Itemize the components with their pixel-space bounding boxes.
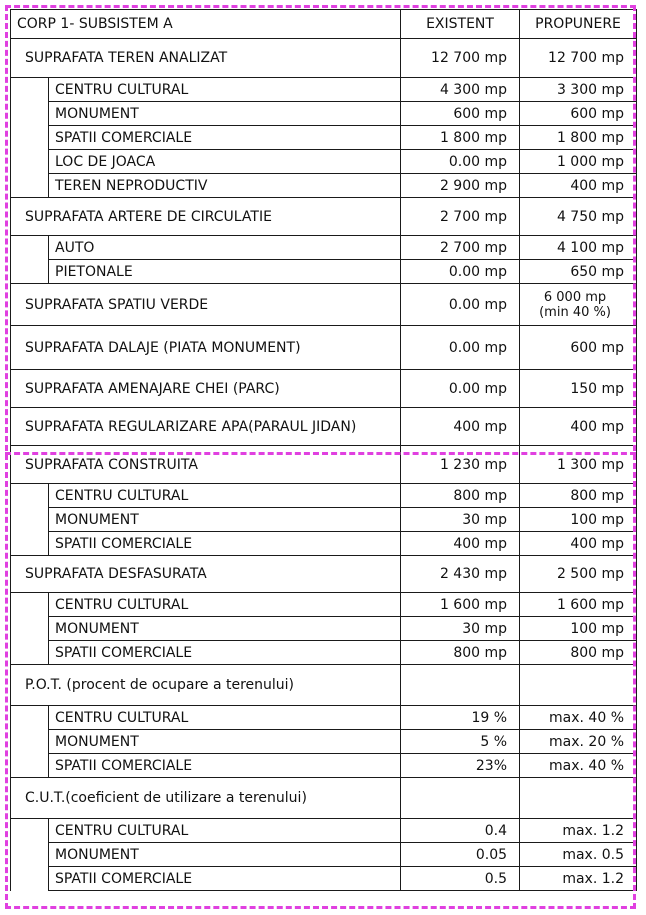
item-propunere: max. 1.2	[520, 819, 637, 843]
item-existent: 0.5	[401, 867, 520, 891]
item-propunere: 400 mp	[520, 174, 637, 198]
section-existent	[401, 665, 520, 706]
section-existent: 2 430 mp	[401, 556, 520, 593]
section-existent: 0.00 mp	[401, 326, 520, 370]
item-existent: 0.00 mp	[401, 260, 520, 284]
item-row	[11, 819, 637, 843]
section-existent: 2 700 mp	[401, 198, 520, 236]
item-propunere: max. 40 %	[520, 754, 637, 778]
item-row	[11, 532, 637, 556]
item-existent: 2 900 mp	[401, 174, 520, 198]
section-row	[11, 39, 637, 78]
item-label: MONUMENT	[49, 508, 401, 532]
item-row	[11, 867, 637, 891]
section-label: P.O.T. (procent de ocupare a terenului)	[11, 665, 401, 706]
item-label: MONUMENT	[49, 843, 401, 867]
item-existent: 5 %	[401, 730, 520, 754]
item-existent: 4 300 mp	[401, 78, 520, 102]
section-row	[11, 198, 637, 236]
item-label: SPATII COMERCIALE	[49, 126, 401, 150]
item-row	[11, 260, 637, 284]
section-existent: 0.00 mp	[401, 284, 520, 326]
item-existent: 800 mp	[401, 484, 520, 508]
section-label: SUPRAFATA CONSTRUITA	[11, 446, 401, 484]
section-propunere: 2 500 mp	[520, 556, 637, 593]
section-existent: 400 mp	[401, 408, 520, 446]
item-label: SPATII COMERCIALE	[49, 867, 401, 891]
item-row	[11, 641, 637, 665]
section-propunere: 600 mp	[520, 326, 637, 370]
item-row	[11, 78, 637, 102]
item-propunere: max. 0.5	[520, 843, 637, 867]
section-propunere: 4 750 mp	[520, 198, 637, 236]
section-propunere-value: 6 000 mp	[543, 289, 607, 305]
section-existent	[401, 778, 520, 819]
header-row	[11, 10, 637, 39]
item-existent: 30 mp	[401, 617, 520, 641]
item-row	[11, 126, 637, 150]
item-propunere: 100 mp	[520, 617, 637, 641]
item-label: SPATII COMERCIALE	[49, 532, 401, 556]
table-body	[11, 10, 637, 891]
item-propunere: 4 100 mp	[520, 236, 637, 260]
item-label: SPATII COMERCIALE	[49, 754, 401, 778]
table-title: CORP 1- SUBSISTEM A	[11, 10, 401, 39]
item-propunere: 400 mp	[520, 532, 637, 556]
section-existent: 1 230 mp	[401, 446, 520, 484]
item-label: LOC DE JOACA	[49, 150, 401, 174]
indent-cell	[11, 78, 49, 198]
item-existent: 800 mp	[401, 641, 520, 665]
indent-cell	[11, 484, 49, 556]
section-existent: 0.00 mp	[401, 370, 520, 408]
item-propunere: 1 800 mp	[520, 126, 637, 150]
item-existent: 0.00 mp	[401, 150, 520, 174]
item-label: CENTRU CULTURAL	[49, 819, 401, 843]
item-propunere: 1 600 mp	[520, 593, 637, 617]
item-propunere: 600 mp	[520, 102, 637, 126]
item-row	[11, 730, 637, 754]
item-existent: 30 mp	[401, 508, 520, 532]
section-row	[11, 408, 637, 446]
item-row	[11, 706, 637, 730]
item-existent: 23%	[401, 754, 520, 778]
section-propunere	[520, 778, 637, 819]
indent-cell	[11, 236, 49, 284]
section-label: SUPRAFATA TEREN ANALIZAT	[11, 39, 401, 78]
item-existent: 600 mp	[401, 102, 520, 126]
item-propunere: 100 mp	[520, 508, 637, 532]
data-table	[10, 9, 637, 891]
item-propunere: max. 40 %	[520, 706, 637, 730]
section-propunere: 400 mp	[520, 408, 637, 446]
section-row	[11, 556, 637, 593]
item-label: MONUMENT	[49, 730, 401, 754]
header-propunere: PROPUNERE	[520, 10, 637, 39]
item-label: CENTRU CULTURAL	[49, 706, 401, 730]
item-label: MONUMENT	[49, 617, 401, 641]
item-label: SPATII COMERCIALE	[49, 641, 401, 665]
section-propunere: 150 mp	[520, 370, 637, 408]
item-row	[11, 102, 637, 126]
item-existent: 0.4	[401, 819, 520, 843]
indent-cell	[11, 819, 49, 891]
section-row	[11, 778, 637, 819]
item-existent: 1 800 mp	[401, 126, 520, 150]
section-label: SUPRAFATA REGULARIZARE APA(PARAUL JIDAN)	[11, 408, 401, 446]
item-propunere: 800 mp	[520, 641, 637, 665]
item-propunere: 650 mp	[520, 260, 637, 284]
item-existent: 400 mp	[401, 532, 520, 556]
item-label: TEREN NEPRODUCTIV	[49, 174, 401, 198]
item-label: CENTRU CULTURAL	[49, 484, 401, 508]
section-label: SUPRAFATA ARTERE DE CIRCULATIE	[11, 198, 401, 236]
section-existent: 12 700 mp	[401, 39, 520, 78]
item-existent: 0.05	[401, 843, 520, 867]
item-row	[11, 843, 637, 867]
item-row	[11, 754, 637, 778]
item-row	[11, 617, 637, 641]
section-label: SUPRAFATA DESFASURATA	[11, 556, 401, 593]
section-row	[11, 370, 637, 408]
section-propunere-note: (min 40 %)	[539, 304, 611, 320]
item-row	[11, 174, 637, 198]
item-propunere: 1 000 mp	[520, 150, 637, 174]
item-row	[11, 508, 637, 532]
item-row	[11, 484, 637, 508]
section-label: SUPRAFATA AMENAJARE CHEI (PARC)	[11, 370, 401, 408]
section-propunere: 12 700 mp	[520, 39, 637, 78]
item-existent: 1 600 mp	[401, 593, 520, 617]
item-label: CENTRU CULTURAL	[49, 593, 401, 617]
item-row	[11, 593, 637, 617]
section-label: SUPRAFATA DALAJE (PIATA MONUMENT)	[11, 326, 401, 370]
item-propunere: 3 300 mp	[520, 78, 637, 102]
item-label: PIETONALE	[49, 260, 401, 284]
item-label: CENTRU CULTURAL	[49, 78, 401, 102]
section-row	[11, 326, 637, 370]
indent-cell	[11, 593, 49, 665]
indent-cell	[11, 706, 49, 778]
item-existent: 2 700 mp	[401, 236, 520, 260]
item-row	[11, 236, 637, 260]
item-row	[11, 150, 637, 174]
item-label: MONUMENT	[49, 102, 401, 126]
section-propunere	[520, 665, 637, 706]
section-row	[11, 665, 637, 706]
item-propunere: 800 mp	[520, 484, 637, 508]
section-row	[11, 446, 637, 484]
item-propunere: max. 1.2	[520, 867, 637, 891]
section-propunere: 1 300 mp	[520, 446, 637, 484]
item-label: AUTO	[49, 236, 401, 260]
item-propunere: max. 20 %	[520, 730, 637, 754]
item-existent: 19 %	[401, 706, 520, 730]
section-propunere	[520, 284, 637, 326]
section-row	[11, 284, 637, 326]
header-existent: EXISTENT	[401, 10, 520, 39]
section-label: C.U.T.(coeficient de utilizare a terenului)	[11, 778, 401, 819]
section-label: SUPRAFATA SPATIU VERDE	[11, 284, 401, 326]
